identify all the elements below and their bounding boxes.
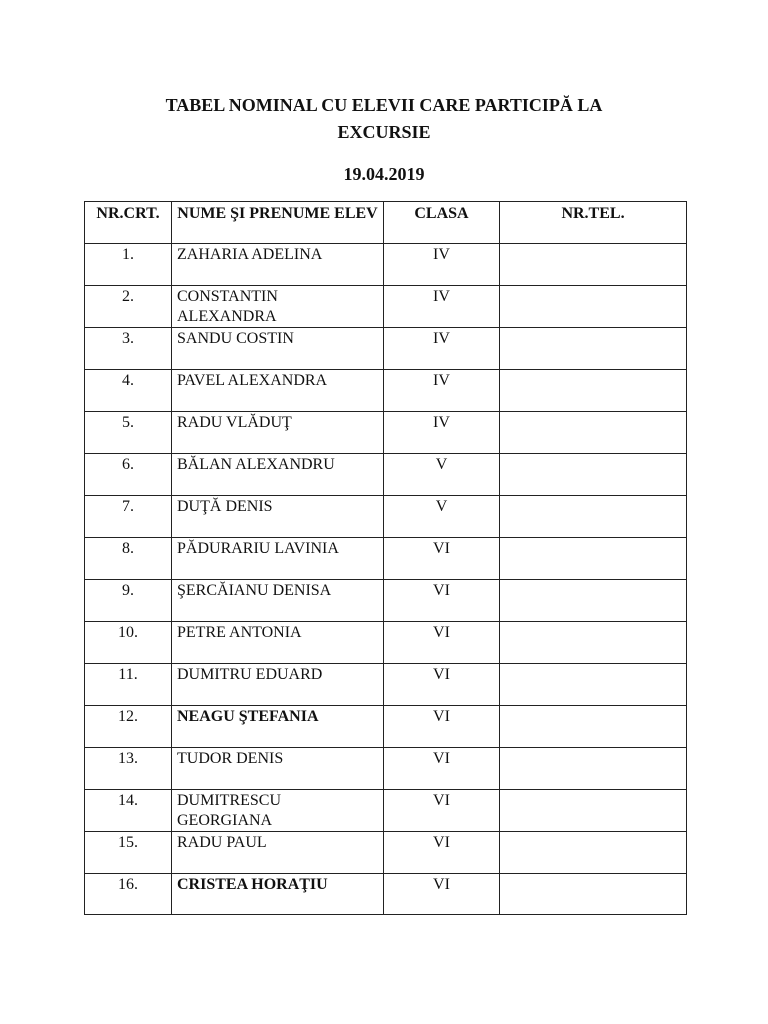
table-row xyxy=(85,706,687,748)
cell-class: VI xyxy=(384,790,500,832)
cell-name: TUDOR DENIS xyxy=(172,748,384,790)
cell-class: IV xyxy=(384,328,500,370)
cell-nr: 8. xyxy=(85,538,172,580)
table-row xyxy=(85,496,687,538)
cell-phone xyxy=(500,748,687,790)
cell-name: CONSTANTIN ALEXANDRA xyxy=(172,286,384,328)
table-row xyxy=(85,664,687,706)
cell-class: V xyxy=(384,496,500,538)
table-row xyxy=(85,580,687,622)
cell-name: PAVEL ALEXANDRA xyxy=(172,370,384,412)
cell-nr: 5. xyxy=(85,412,172,454)
cell-phone xyxy=(500,580,687,622)
cell-class: IV xyxy=(384,286,500,328)
table-header-row xyxy=(85,202,687,244)
cell-nr: 10. xyxy=(85,622,172,664)
cell-nr: 2. xyxy=(85,286,172,328)
cell-nr: 13. xyxy=(85,748,172,790)
cell-nr: 12. xyxy=(85,706,172,748)
cell-name: BĂLAN ALEXANDRU xyxy=(172,454,384,496)
cell-name: SANDU COSTIN xyxy=(172,328,384,370)
document-title xyxy=(0,92,768,146)
cell-class: VI xyxy=(384,706,500,748)
table-row xyxy=(85,790,687,832)
table-body xyxy=(85,244,687,915)
table-row xyxy=(85,874,687,915)
header-class: CLASA xyxy=(384,202,500,244)
table-row xyxy=(85,328,687,370)
table-row xyxy=(85,832,687,874)
cell-class: V xyxy=(384,454,500,496)
cell-nr: 11. xyxy=(85,664,172,706)
cell-nr: 15. xyxy=(85,832,172,874)
cell-class: IV xyxy=(384,412,500,454)
cell-class: IV xyxy=(384,370,500,412)
document-title-line-2: EXCURSIE xyxy=(337,122,431,142)
table-row xyxy=(85,622,687,664)
cell-name: DUŢĂ DENIS xyxy=(172,496,384,538)
cell-class: VI xyxy=(384,748,500,790)
cell-nr: 3. xyxy=(85,328,172,370)
cell-nr: 9. xyxy=(85,580,172,622)
cell-nr: 6. xyxy=(85,454,172,496)
cell-class: IV xyxy=(384,244,500,286)
cell-name: RADU VLĂDUŢ xyxy=(172,412,384,454)
cell-class: VI xyxy=(384,580,500,622)
table-row xyxy=(85,538,687,580)
header-phone: NR.TEL. xyxy=(500,202,687,244)
table-row xyxy=(85,454,687,496)
cell-name: ŞERCĂIANU DENISA xyxy=(172,580,384,622)
cell-phone xyxy=(500,328,687,370)
document-title-line-1: TABEL NOMINAL CU ELEVII CARE PARTICIPĂ LA xyxy=(165,95,603,115)
cell-phone xyxy=(500,370,687,412)
cell-class: VI xyxy=(384,874,500,915)
cell-nr: 1. xyxy=(85,244,172,286)
cell-phone xyxy=(500,286,687,328)
header-nr: NR.CRT. xyxy=(85,202,172,244)
cell-name: NEAGU ŞTEFANIA xyxy=(172,706,384,748)
table-row xyxy=(85,370,687,412)
cell-name: PETRE ANTONIA xyxy=(172,622,384,664)
table-row xyxy=(85,412,687,454)
table-row xyxy=(85,286,687,328)
cell-class: VI xyxy=(384,664,500,706)
cell-name: ZAHARIA ADELINA xyxy=(172,244,384,286)
cell-class: VI xyxy=(384,832,500,874)
cell-name: CRISTEA HORAŢIU xyxy=(172,874,384,915)
cell-name: PĂDURARIU LAVINIA xyxy=(172,538,384,580)
cell-phone xyxy=(500,622,687,664)
cell-phone xyxy=(500,664,687,706)
cell-class: VI xyxy=(384,622,500,664)
cell-phone xyxy=(500,412,687,454)
header-name: NUME ŞI PRENUME ELEV xyxy=(172,202,384,244)
cell-phone xyxy=(500,706,687,748)
cell-phone xyxy=(500,244,687,286)
participants-table xyxy=(84,201,687,915)
cell-name: DUMITRU EDUARD xyxy=(172,664,384,706)
cell-phone xyxy=(500,496,687,538)
cell-phone xyxy=(500,454,687,496)
cell-phone xyxy=(500,790,687,832)
cell-name: DUMITRESCU GEORGIANA xyxy=(172,790,384,832)
table-row xyxy=(85,244,687,286)
document-date: 19.04.2019 xyxy=(343,164,425,184)
cell-phone xyxy=(500,832,687,874)
cell-phone xyxy=(500,874,687,915)
cell-phone xyxy=(500,538,687,580)
cell-nr: 16. xyxy=(85,874,172,915)
table-row xyxy=(85,748,687,790)
cell-nr: 7. xyxy=(85,496,172,538)
cell-nr: 4. xyxy=(85,370,172,412)
cell-class: VI xyxy=(384,538,500,580)
cell-name: RADU PAUL xyxy=(172,832,384,874)
cell-nr: 14. xyxy=(85,790,172,832)
